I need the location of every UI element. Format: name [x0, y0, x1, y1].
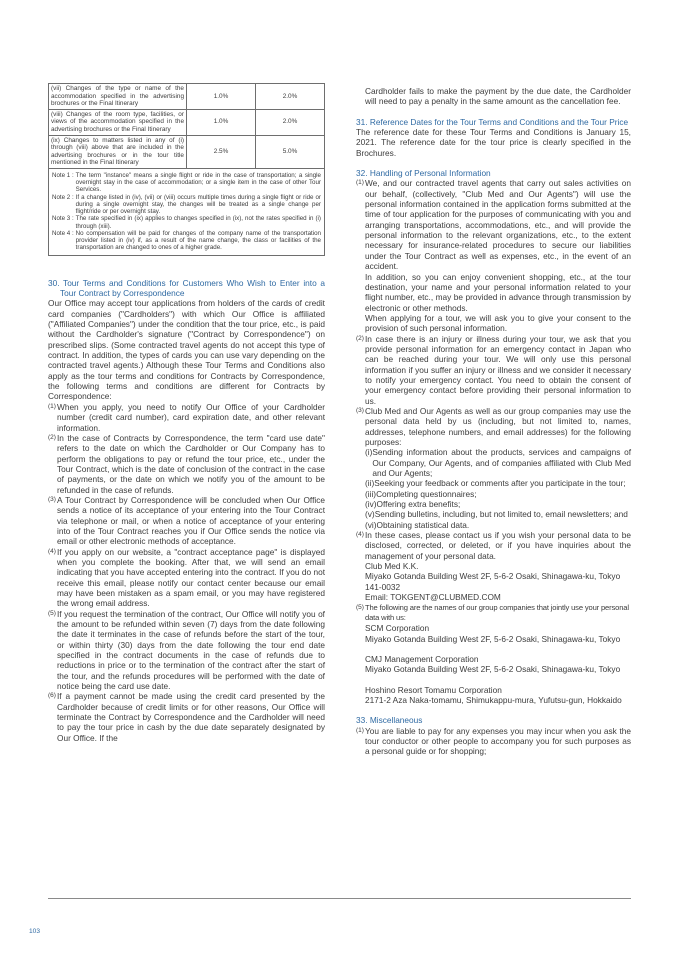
sub-list-item: [356, 478, 631, 488]
sub-item-text: Completing questionnaires;: [376, 488, 477, 499]
sub-list-item: [356, 447, 631, 478]
table-cell-rate: 2.0%: [256, 109, 325, 135]
sub-item-number: (v): [365, 509, 375, 520]
sub-item-number: (ii): [365, 478, 375, 489]
list-item: [356, 334, 631, 406]
item-text: If a payment cannot be made using the credit card presented by the Cardholder because of credit limits or for other reasons, Our Office will terminate the Contract by Correspondence and the Cardholder will need to pay the tour price in cash by the due date separately designated by Our Office. If the: [57, 691, 325, 743]
item-number: (6): [48, 692, 56, 700]
right-column: [356, 86, 631, 757]
section-33-heading: 33. Miscellaneous: [356, 715, 423, 726]
item-number: (4): [356, 531, 364, 539]
section-31-text: The reference date for these Tour Terms and Conditions is January 15, 2021. The reference date for the tour price is clearly specified in the Brochures.: [356, 127, 631, 158]
list-item: [356, 406, 631, 447]
page-number: 103: [29, 928, 41, 935]
table-row: [49, 109, 325, 135]
table-note: [52, 230, 321, 252]
sub-item-number: (iv): [365, 499, 377, 510]
table-cell-rate: 2.0%: [256, 84, 325, 110]
table-note: [52, 215, 321, 230]
table-cell-description: (vii) Changes of the type or name of the accommodation specified in the advertising brochures or the Final Itinerary: [49, 84, 187, 110]
section-30-intro: Our Office may accept tour applications from holders of the cards of credit card companies ("Cardholders") with which Our Office is affiliated ("Affiliated Companies") under the condition that the tour price, etc., is paid without the Cardholder's signature ("Contract by Correspondence") on prescribed slips. (Some contracted travel agents do not accept this type of contract. In addition, the types of cards you can use vary depending on the contracted travel agents.) Although these Tour Terms and Conditions also apply as the tour terms and conditions for Contracts by Correspondence, the following terms and conditions are different for Contracts by Correspondence:: [48, 298, 325, 402]
company-address: Miyako Gotanda Building West 2F, 5-6-2 Osaki, Shinagawa-ku, Tokyo: [365, 664, 621, 675]
table-cell-rate: 2.5%: [187, 135, 256, 168]
table-cell-description: (viii) Changes of the room type, facilities, or views of the accommodation specified in the advertising brochures or the Final Itinerary: [49, 109, 187, 135]
item-number: (3): [356, 406, 364, 414]
list-item: [48, 433, 325, 495]
note-text: No compensation will be paid for changes of the company name of the transportation provider listed in (iv) if, as a result of the name change, the class or facilities of the transportation are changed to ones of a higher grade.: [75, 229, 321, 252]
item-paragraph: When applying for a tour, we will ask you to give your consent to the provision of such personal information.: [365, 312, 631, 334]
table-cell-rate: 5.0%: [256, 135, 325, 168]
sub-item-text: Offering extra benefits;: [376, 499, 461, 510]
note-text: The rate specified in (ix) applies to changes specified in (ix), not the rates specified in (i) through (xiii).: [75, 215, 321, 230]
sub-item-number: (i): [365, 447, 373, 458]
table-cell-description: (ix) Changes to matters listed in any of (i) through (viii) above that are included in the advertising brochures or in the tour title mentioned in the Final Itinerary: [49, 135, 187, 168]
sub-item-text: Sending information about the products, services and campaigns of Our Company, Our Agents, and of companies affiliated with Club Med and Our Agents;: [372, 447, 631, 479]
note-label: Note 4 :: [52, 229, 74, 237]
item-text: We, and our contracted travel agents that carry out sales activities on our behalf, (collectively, "Club Med and Our Agents") will use the personal information contained in the application forms submitted at the time of tour application for the purposes of communicating with you and arranging transportations, accommodations, etc., and will provide the personal information to the relevant organizations, etc., to the extent necessary for insurance-related procedures to secure our liabilities under the Tour Contract as well as expenses, etc., in the event of an accident.: [365, 178, 631, 272]
item-number: (1): [356, 179, 364, 187]
item-number: (2): [356, 334, 364, 342]
sub-list-item: [356, 489, 631, 499]
list-item: [356, 726, 631, 757]
note-label: Note 2 :: [52, 193, 74, 201]
table-cell-rate: 1.0%: [187, 109, 256, 135]
item-number: (4): [48, 547, 56, 555]
compensation-rate-table: [48, 83, 325, 169]
item-text: In these cases, please contact us if you wish your personal data to be disclosed, corrected, or deleted, or if you have inquiries about the management of your personal data.: [365, 530, 631, 561]
table-notes: [48, 169, 325, 256]
item-text: A Tour Contract by Correspondence will be concluded when Our Office sends a notice of its acceptance of your entering into the Tour Contract via telephone or mail, or when a notice of acceptance of your entering into of the Tour Contract reaches you if Our Office sends the notice via email or other electronic methods of acceptance.: [57, 494, 325, 547]
section-32-heading: 32. Handling of Personal Information: [356, 168, 491, 179]
list-item: [48, 547, 325, 609]
company-address: Miyako Gotanda Building West 2F, 5-6-2 Osaki, Shinagawa-ku, Tokyo: [365, 633, 621, 644]
footer-divider: [48, 898, 631, 899]
item-text: When you apply, you need to notify Our Office of your Cardholder number (credit card number), card expiration date, and other relevant information.: [57, 401, 325, 433]
continuation-text: Cardholder fails to make the payment by the due date, the Cardholder will need to pay a penalty in the same amount as the cancellation fee.: [365, 86, 631, 107]
item-text: Club Med and Our Agents as well as our group companies may use the personal data held by us (including, but not limited to, names, addresses, telephone numbers, and email addresses) for the following purposes:: [365, 405, 631, 447]
list-item: [356, 530, 631, 602]
sub-item-text: Sending bulletins, including, but not limited to, email newsletters; and: [374, 509, 628, 520]
table-cell-rate: 1.0%: [187, 84, 256, 110]
company-address: Miyako Gotanda Building West 2F, 5-6-2 Osaki, Shinagawa-ku, Tokyo 141-0032: [365, 571, 621, 592]
left-column: [48, 83, 325, 743]
item-text: You are liable to pay for any expenses you may incur when you ask the tour conductor or other people to accompany you for such purposes as a personal guide or for shopping;: [365, 725, 631, 757]
note-label: Note 3 :: [52, 215, 74, 223]
item-text: In case there is an injury or illness during your tour, we ask that you provide personal information for an emergency contact in Japan who can be reached during your tour. We will only use this personal information if you suffer an injury or illness and we consider it necessary to notify your emergency contact. You need to obtain the consent of your emergency contact before providing their personal information to us.: [365, 333, 631, 406]
sub-item-text: Seeking your feedback or comments after you participate in the tour;: [374, 478, 626, 489]
note-text: If a change listed in (iv), (vii) or (viii) occurs multiple times during a single flight or ride or during a single overnight stay, the changes will be treated as a single change per flight/ride or per overnight stay.: [75, 193, 321, 216]
sub-item-number: (vi): [365, 519, 377, 530]
list-item: [48, 402, 325, 433]
item-number: (1): [356, 726, 364, 734]
item-number: (1): [48, 402, 56, 410]
contact-email[interactable]: Email: TOKGENT@CLUBMED.COM: [365, 592, 501, 603]
list-item: [48, 609, 325, 692]
item-text: If you request the termination of the contract, Our Office will notify you of the amount to be refunded within seven (7) days from the date following the date it terminates in the case of refunds before the start of the tour, or within thirty (30) days from the date following the tour end date specified in the contract documents in the case of refunds due to reductions in price or to the termination of the contract after the start of the tour, and the refunds procedures will be performed with the date of notice being the card use date.: [57, 608, 325, 692]
list-item: [48, 495, 325, 547]
sub-list-item: [356, 520, 631, 530]
note-text: The term "instance" means a single flight or ride in the case of transportation; a single overnight stay in the case of accommodation; or a single item in the case of other Tour Services.: [75, 171, 321, 194]
list-item: [356, 178, 631, 333]
section-30-heading: 30. Tour Terms and Conditions for Customers Who Wish to Enter into a Tour Contract by Correspondence: [48, 277, 325, 299]
item-text: The following are the names of our group companies that jointly use your personal data with us:: [365, 602, 629, 622]
item-text: In the case of Contracts by Correspondence, the term "card use date" refers to the date on which the Cardholder or Our Company has to perform the obligations to pay or refund the tour price, etc., under the Tour Contract, which is the date of conclusion of the contract in the case of payments, or the date on which we notify you of the amount to be refunded in the case of refunds.: [57, 432, 325, 495]
item-number: (3): [48, 495, 56, 503]
section-31-heading: 31. Reference Dates for the Tour Terms and Conditions and the Tour Price: [356, 116, 629, 127]
table-note: [52, 194, 321, 216]
list-item: [356, 603, 631, 706]
note-label: Note 1 :: [52, 171, 74, 179]
table-note: [52, 172, 321, 194]
company-address: 2171-2 Aza Naka-tomamu, Shimukappu-mura, Yufutsu-gun, Hokkaido: [365, 694, 622, 705]
sub-list-item: [356, 509, 631, 519]
table-row: [49, 84, 325, 110]
sub-item-number: (iii): [365, 488, 377, 499]
item-text: If you apply on our website, a "contract acceptance page" is displayed when you complete the booking. After that, we will send an email indicating that you have accepted entering into the contract. If you do not receive this email, please notify our contact center because our email may have been mistaken as a spam email, or you may have registered the wrong email address.: [57, 546, 325, 609]
company-name: Hoshino Resort Tomamu Corporation: [365, 684, 502, 695]
table-row: [49, 135, 325, 168]
item-number: (2): [48, 433, 56, 441]
item-number: (5): [48, 609, 56, 617]
sub-list-item: [356, 499, 631, 509]
list-item: [48, 691, 325, 743]
company-name: Club Med K.K.: [365, 561, 419, 572]
company-name: SCM Corporation: [365, 623, 430, 634]
sub-item-text: Obtaining statistical data.: [376, 519, 470, 530]
item-number: (5): [356, 603, 364, 611]
company-name: CMJ Management Corporation: [365, 653, 479, 664]
item-paragraph: In addition, so you can enjoy convenient shopping, etc., at the tour destination, your name and your personal information related to your flight number, etc., may be provided in advance through transmission by electronic or other methods.: [365, 271, 631, 313]
